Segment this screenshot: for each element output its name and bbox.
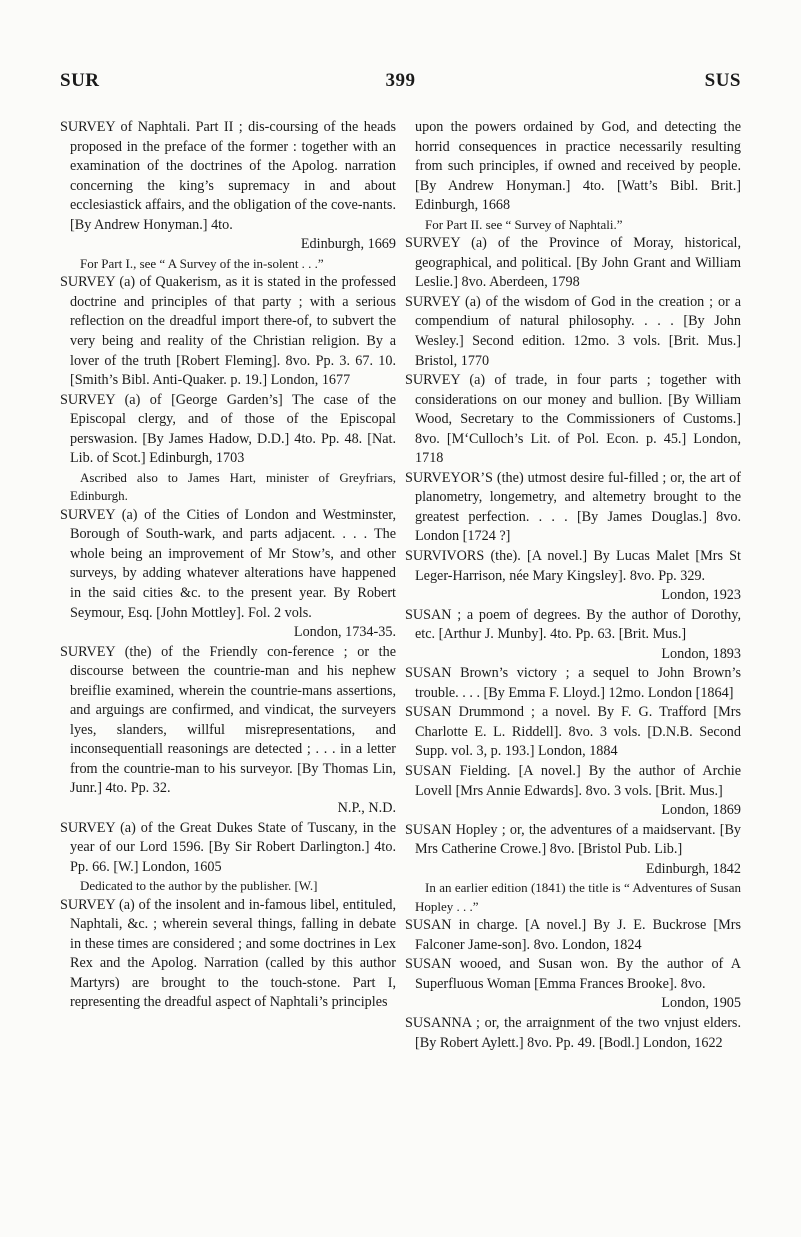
entry-text: SURVIVORS (the). [A novel.] By Lucas Malet [Mrs St Leger-Harrison, née Mary Kingsley]. 8vo. Pp. 329.: [405, 547, 741, 584]
header-right-guideword: SUS: [704, 70, 741, 91]
bibliography-entry: [60, 819, 396, 878]
entry-imprint: London, 1905: [661, 995, 741, 1012]
entry-imprint: London, 1923: [661, 587, 741, 604]
entry-note: [60, 877, 396, 896]
bibliography-entry: [60, 273, 396, 390]
entry-text: SUSAN wooed, and Susan won. By the author of A Superfluous Woman [Emma Frances Brooke]. 8vo.: [405, 956, 741, 992]
entry-text: SUSAN in charge. [A novel.] By J. E. Buckrose [Mrs Falconer Jame-son]. 8vo. London, 1824: [405, 917, 741, 953]
page-number: 399: [385, 70, 416, 91]
entry-text: SURVEY (a) of the Cities of London and Westminster, Borough of South-wark, and parts adjacent. . . . The whole being an improvement of Mr Stow’s, and other surveys, by adding whatever alterations have happened in the said cities &c. to the present year. By Robert Seymour, Esq. [John Mottley]. Fol. 2 vols.: [60, 506, 396, 621]
bibliography-entry: [405, 703, 741, 762]
entry-imprint: Edinburgh, 1842: [645, 860, 741, 877]
entry-text: SURVEY (the) of the Friendly con-ference ; or the discourse between the countrie-man and his nephew breiflie examined, wherein the countrie-mans assertions, and arguings are confirmed, and vindicat, the surveyers lyes, slanders, willful misrepresentations, and inconsequentiall reasonings are detected ; . . . in a letter from the countrie-man to his surveyor. [By Thomas Lin, Junr.] 4to. Pp. 32.: [60, 643, 396, 797]
right-column: [405, 118, 741, 1053]
running-header: [0, 70, 801, 94]
entry-text: Dedicated to the author by the publisher. [W.]: [80, 878, 318, 894]
entry-text: SUSAN ; a poem of degrees. By the author of Dorothy, etc. [Arthur J. Munby]. 4to. Pp. 63. [Brit. Mus.]: [405, 606, 741, 643]
entry-text: SURVEY (a) of trade, in four parts ; together with considerations on our money and bullion. [By William Wood, Secretary to the Commissioners of Customs.] 8vo. [M‘Culloch’s Lit. of Pol. Econ. p. 45.] London, 1718: [405, 372, 741, 467]
entry-text: For Part I., see “ A Survey of the in-solent . . .”: [80, 255, 324, 271]
entry-text: SURVEYOR’S (the) utmost desire ful-filled ; or, the art of planometry, longemetry, and altemetry brought to the greatest perfection. . . . [By James Douglas.] 8vo. London [1724 ?]: [405, 469, 741, 545]
entry-note: [405, 216, 741, 235]
entry-imprint: London, 1893: [661, 645, 741, 662]
bibliography-entry: [60, 391, 396, 469]
entry-text: Ascribed also to James Hart, minister of Greyfriars, Edinburgh.: [70, 469, 396, 504]
bibliography-entry: [60, 643, 396, 819]
entry-text: SURVEY of Naphtali. Part II ; dis-coursing of the heads proposed in the preface of the former : together with an examination of the doctrines of the Apolog. narration concerning the king’s supremacy in and about ecclesiastick affairs, and the obligation of the cove-nants. [By Andrew Honyman.] 4to.: [60, 119, 396, 233]
entry-text: For Part II. see “ Survey of Naphtali.”: [425, 216, 623, 232]
bibliography-entry: [405, 664, 741, 703]
entry-text: SUSAN Fielding. [A novel.] By the author of Archie Lovell [Mrs Annie Edwards]. 8vo. 3 vols. [Brit. Mus.]: [405, 763, 741, 799]
entry-note: [405, 879, 741, 916]
entry-text: SUSAN Drummond ; a novel. By F. G. Trafford [Mrs Charlotte E. L. Riddell]. 8vo. 3 vols. [D.N.B. Second Supp. vol. 3, p. 193.] London, 1884: [405, 704, 741, 760]
bibliography-entry: [405, 371, 741, 469]
entry-text: SURVEY (a) of Quakerism, as it is stated in the professed doctrine and principles of that party ; with a serious reflection on the dreadful import there-of, to subvert the very being and reality of the Christian religion. By a lover of the truth [Robert Fleming]. 8vo. Pp. 3. 67. 10. [Smith’s Bibl. Anti-Quaker. p. 19.] London, 1677: [60, 274, 396, 389]
bibliography-entry: [405, 469, 741, 547]
entry-imprint: N.P., N.D.: [337, 800, 396, 816]
entry-text: SUSAN Brown’s victory ; a sequel to John Brown’s trouble. . . . [By Emma F. Lloyd.] 12mo. London [1864]: [405, 665, 741, 701]
entry-text: SURVEY (a) of the wisdom of God in the creation ; or a compendium of natural philosophy. . . . [By John Wesley.] Second edition. 12mo. 3 vols. [Brit. Mus.] Bristol, 1770: [405, 293, 741, 369]
bibliography-entry: [405, 955, 741, 1014]
bibliography-entry: [405, 547, 741, 606]
entry-note: [60, 255, 396, 274]
entry-text: SURVEY (a) of the insolent and in-famous libel, entituled, Naphtali, &c. ; wherein several things, falling in debate in these times are considered ; and some doctrines in Lex Rex and the Apolog. Narration (called by this author Martyrs) are brought to the touch-stone. Part I, representing the dreadful aspect of Naphtali’s principles: [60, 896, 396, 1011]
entry-text: SURVEY (a) of [George Garden’s] The case of the Episcopal clergy, and of those of the Episcopal perswasion. [By James Hadow, D.D.] 4to. Pp. 48. [Nat. Lib. of Scot.] Edinburgh, 1703: [60, 391, 396, 467]
entry-text: upon the powers ordained by God, and detecting the horrid consequences in practice necessarily resulting from such principles, if owned and received by people. [By Andrew Honyman.] 4to. [Watt’s Bibl. Brit.] Edinburgh, 1668: [415, 119, 741, 214]
entry-text: SURVEY (a) of the Great Dukes State of Tuscany, in the year of our Lord 1596. [By Sir Robert Darlington.] 4to. Pp. 66. [W.] London, 1605: [60, 819, 396, 875]
bibliography-entry: [405, 821, 741, 880]
bibliography-entry: [405, 606, 741, 665]
header-left-guideword: SUR: [60, 70, 100, 91]
bibliography-entry: [405, 234, 741, 293]
entry-imprint: London, 1734-35.: [293, 624, 396, 641]
bibliography-entry: [60, 896, 396, 1013]
bibliography-entry: [405, 762, 741, 821]
entry-text: SURVEY (a) of the Province of Moray, historical, geographical, and political. [By John Grant and William Leslie.] 8vo. Aberdeen, 1798: [405, 235, 741, 291]
entry-imprint: London, 1869: [661, 802, 741, 819]
entry-note: [60, 469, 396, 506]
bibliography-entry: [405, 916, 741, 955]
bibliography-entry: [60, 118, 396, 255]
left-column: [60, 118, 396, 1013]
bibliography-entry: [405, 1014, 741, 1053]
bibliography-entry: [405, 293, 741, 371]
entry-text: SUSANNA ; or, the arraignment of the two vnjust elders. [By Robert Aylett.] 8vo. Pp. 49. [Bodl.] London, 1622: [405, 1015, 741, 1051]
entry-imprint: Edinburgh, 1669: [300, 236, 396, 253]
entry-text: In an earlier edition (1841) the title is “ Adventures of Susan Hopley . . .”: [415, 880, 741, 914]
bibliography-entry: [60, 506, 396, 643]
bibliography-entry: [405, 118, 741, 216]
entry-text: SUSAN Hopley ; or, the adventures of a maidservant. [By Mrs Catherine Crowe.] 8vo. [Bristol Pub. Lib.]: [405, 821, 741, 858]
